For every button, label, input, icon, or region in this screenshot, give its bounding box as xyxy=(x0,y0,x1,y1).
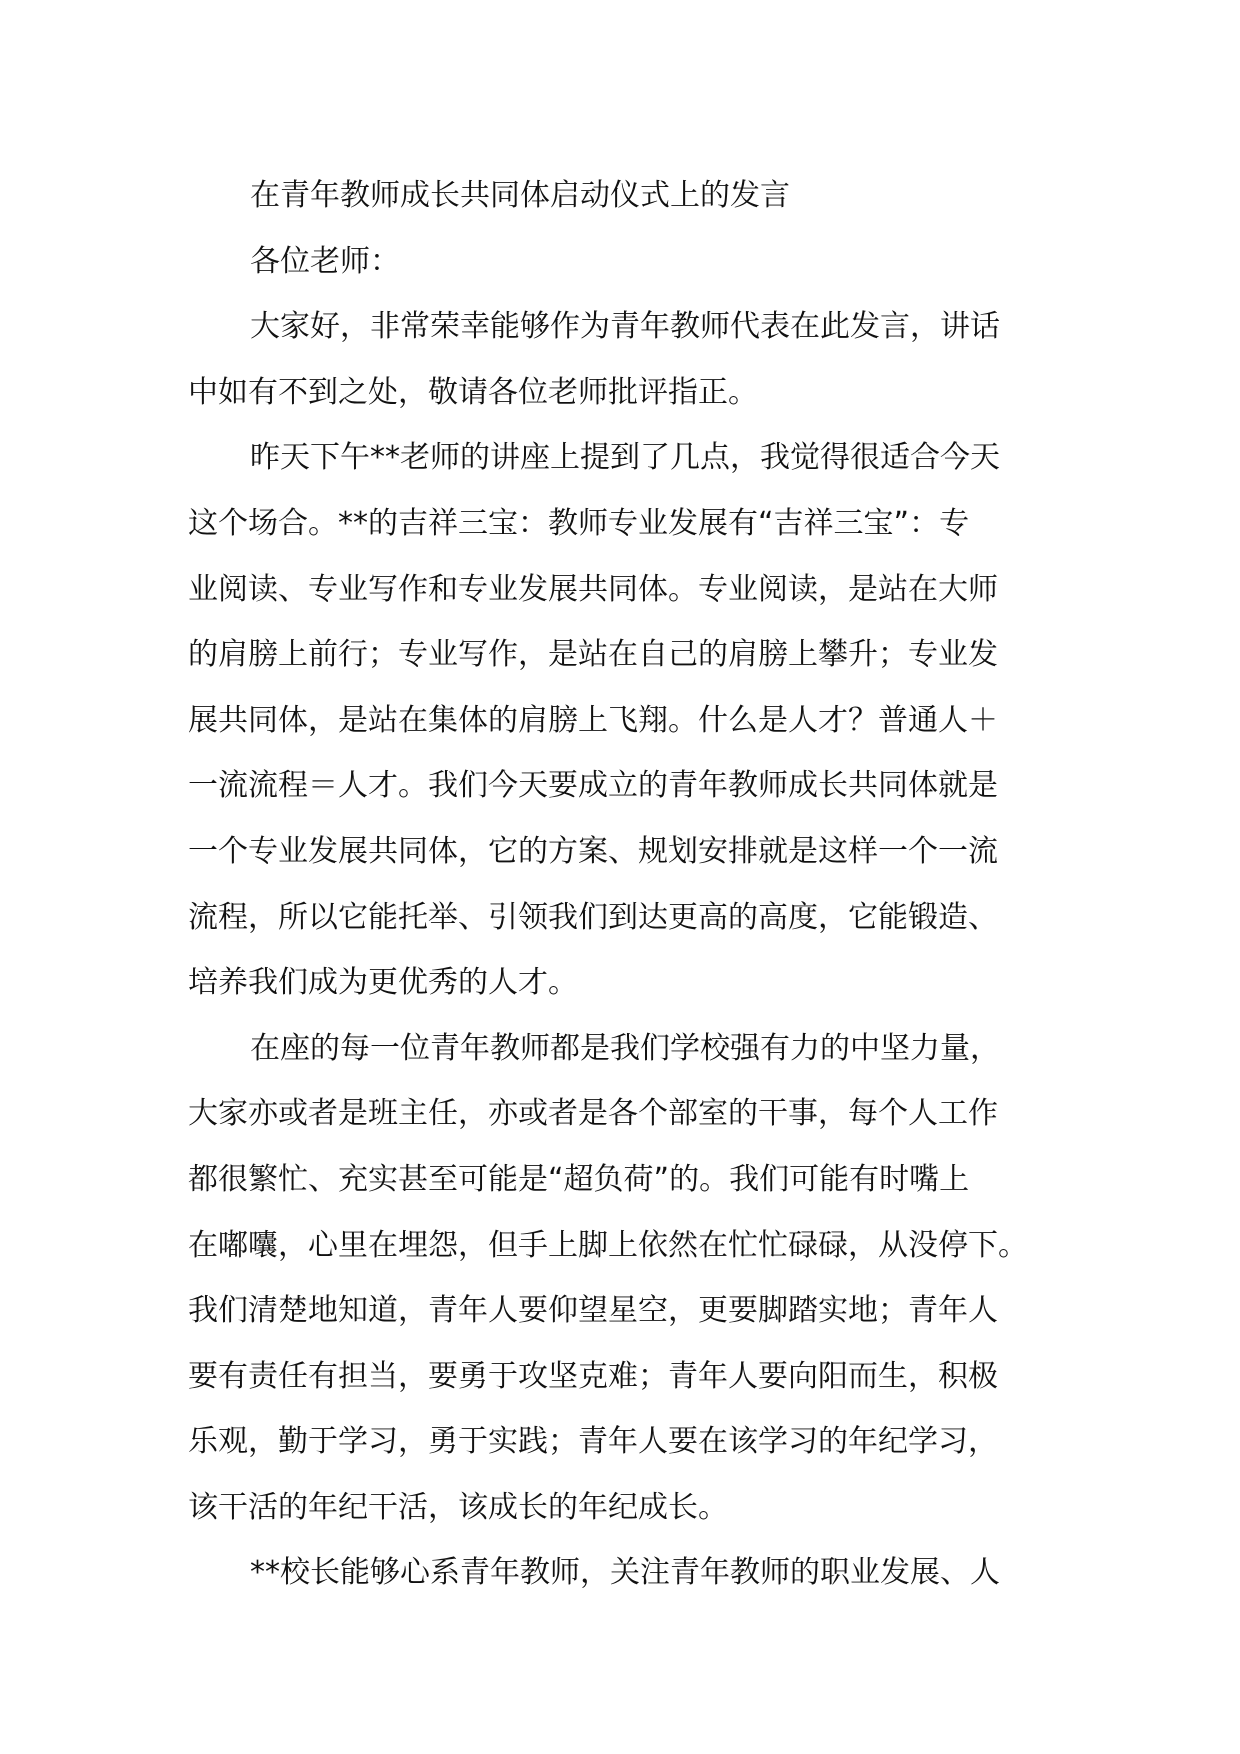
paragraph-line: 该干活的年纪干活，该成长的年纪成长。 xyxy=(188,1489,728,1525)
paragraph-line: 要有责任有担当，要勇于攻坚克难；青年人要向阳而生，积极 xyxy=(188,1358,998,1394)
paragraph-line: 一个专业发展共同体，它的方案、规划安排就是这样一个一流 xyxy=(188,833,998,869)
paragraph-line: 培养我们成为更优秀的人才。 xyxy=(188,965,578,1001)
document-title: 在青年教师成长共同体启动仪式上的发言 xyxy=(250,178,790,213)
paragraph-line: 乐观，勤于学习，勇于实践；青年人要在该学习的年纪学习， xyxy=(188,1424,998,1460)
document-body xyxy=(188,163,1068,1606)
paragraph-1 xyxy=(188,294,1068,425)
paragraph-line: 都很繁忙、充实甚至可能是“超负荷”的。我们可能有时嘴上 xyxy=(188,1161,970,1197)
paragraph-line: 在嘟囔，心里在埋怨，但手上脚上依然在忙忙碌碌，从没停下。 xyxy=(188,1227,1028,1263)
paragraph-4 xyxy=(188,1540,1068,1606)
paragraph-line: 在座的每一位青年教师都是我们学校强有力的中坚力量， xyxy=(250,1030,1000,1066)
paragraph-line: 大家好，非常荣幸能够作为青年教师代表在此发言，讲话 xyxy=(250,309,1000,345)
paragraph-line: 流程，所以它能托举、引领我们到达更高的高度，它能锻造、 xyxy=(188,899,998,935)
paragraph-line: 业阅读、专业写作和专业发展共同体。专业阅读，是站在大师 xyxy=(188,571,998,607)
paragraph-line: 昨天下午**老师的讲座上提到了几点，我觉得很适合今天 xyxy=(250,440,1000,476)
paragraph-line: 展共同体，是站在集体的肩膀上飞翔。什么是人才？普通人＋ xyxy=(188,702,998,738)
paragraph-line: **校长能够心系青年教师，关注青年教师的职业发展、人 xyxy=(250,1555,1000,1591)
paragraph-3 xyxy=(188,1016,1068,1541)
paragraph-line: 一流流程＝人才。我们今天要成立的青年教师成长共同体就是 xyxy=(188,768,998,804)
paragraph-line: 中如有不到之处，敬请各位老师批评指正。 xyxy=(188,374,758,410)
paragraph-2 xyxy=(188,425,1068,1015)
paragraph-line: 我们清楚地知道，青年人要仰望星空，更要脚踏实地；青年人 xyxy=(188,1293,998,1329)
paragraph-line: 大家亦或者是班主任，亦或者是各个部室的干事，每个人工作 xyxy=(188,1096,998,1132)
paragraph-line: 的肩膀上前行；专业写作，是站在自己的肩膀上攀升；专业发 xyxy=(188,637,998,673)
paragraph-line: 这个场合。**的吉祥三宝：教师专业发展有“吉祥三宝”：专 xyxy=(188,505,970,541)
salutation: 各位老师： xyxy=(250,243,400,279)
